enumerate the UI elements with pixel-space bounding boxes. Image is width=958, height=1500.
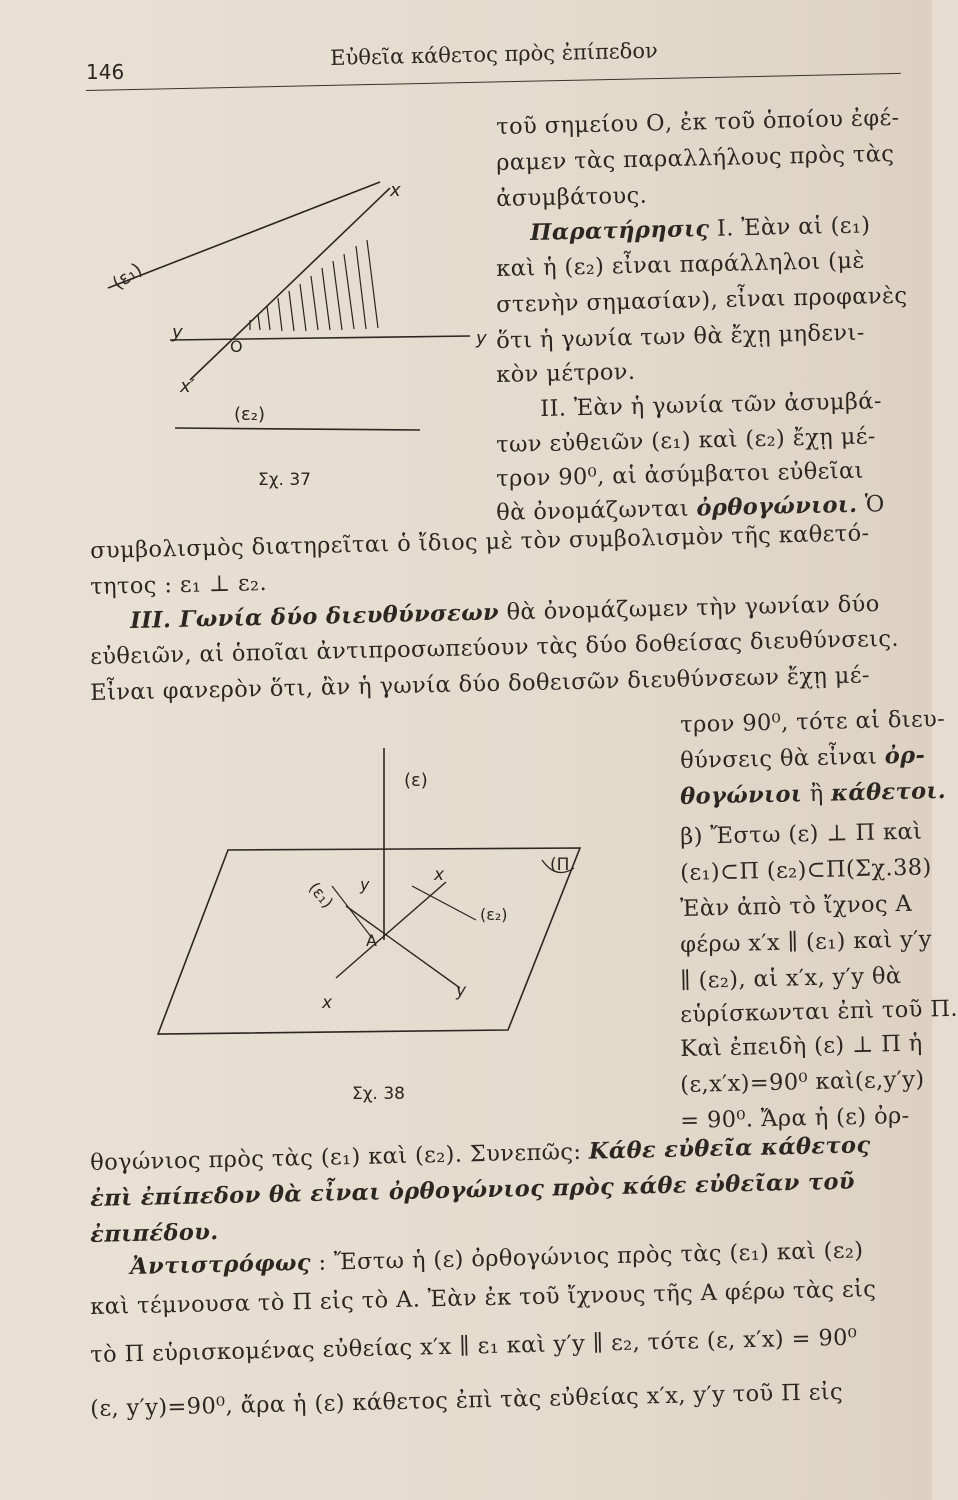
text-line-31: ἐπὶ ἐπίπεδον θὰ εἶναι ὀρθογώνιος πρὸς κάθε εὐθεῖαν τοῦ bbox=[89, 1168, 856, 1212]
text-line-33: Ἀντιστρόφως : Ἔστω ἡ (ε) ὀρθογώνιος πρὸς τὰς (ε₁) καὶ (ε₂) bbox=[129, 1237, 864, 1280]
text-line-36: (ε, y′y)=90⁰, ἄρα ἡ (ε) κάθετος ἐπὶ τὰς εὐθείας x′x, y′y τοῦ Π εἰς bbox=[89, 1378, 844, 1422]
text-line-30: θογώνιος πρὸς τὰς (ε₁) καὶ (ε₂). Συνεπῶς: Κάθε εὐθεῖα κάθετος bbox=[89, 1132, 871, 1176]
label-x-bottom: x bbox=[322, 993, 333, 1013]
label-e2: (ε₂) bbox=[480, 905, 508, 924]
label-e1: (ε₁) bbox=[304, 878, 338, 912]
label-o: O bbox=[230, 337, 243, 356]
label-y-right: y bbox=[476, 328, 487, 349]
label-pi: (Π bbox=[550, 855, 570, 875]
text-line-2: ραμεν τὰς παραλλήλους πρὸς τὰς bbox=[495, 140, 895, 176]
text-line-12: θὰ ὀνομάζωνται ὀρθογώνιοι. Ὁ bbox=[495, 491, 885, 526]
text-line-15: III. Γωνία δύο διευθύνσεων θὰ ὀνομάζωμεν τὴν γωνίαν δύο bbox=[129, 590, 880, 634]
page-number: 146 bbox=[86, 60, 125, 84]
text-line-23: Ἐὰν ἀπὸ τὸ ἴχνος Α bbox=[679, 890, 913, 922]
label-y-top: y bbox=[360, 875, 370, 894]
figure-37-caption: Σχ. 37 bbox=[258, 470, 312, 490]
text-line-4: Παρατήρησις I. Ἐὰν αἱ (ε₁) bbox=[529, 212, 871, 246]
figure-38 bbox=[150, 740, 610, 1040]
label-e1: (ε₁) bbox=[108, 259, 147, 295]
line-y-prime-y bbox=[346, 906, 460, 988]
text-line-24: φέρω x′x ∥ (ε₁) καὶ y′y bbox=[679, 926, 933, 958]
text-line-16: εὐθειῶν, αἱ ὁποῖαι ἀντιπροσωπεύουν τὰς δύο δοθείσας διευθύνσεις. bbox=[89, 625, 900, 670]
label-x-prime: x′ bbox=[180, 376, 195, 397]
line-x-prime-x bbox=[336, 882, 446, 978]
line-y-prime-y bbox=[170, 336, 470, 340]
text-line-13: συμβολισμὸς διατηρεῖται ὁ ἴδιος μὲ τὸν συμβολισμὸν τῆς καθετό- bbox=[89, 520, 870, 564]
text-line-9: II. Ἐὰν ἡ γωνία τῶν ἀσυμβά- bbox=[539, 388, 883, 422]
label-x-top: x bbox=[434, 865, 445, 885]
section-heading-angle: III. Γωνία δύο διευθύνσεων bbox=[129, 599, 500, 634]
figure-38-caption: Σχ. 38 bbox=[352, 1084, 406, 1104]
label-a: A bbox=[366, 931, 377, 950]
text-line-22: (ε₁)⊂Π (ε₂)⊂Π(Σχ.38) bbox=[679, 854, 932, 886]
angle-hatching bbox=[250, 240, 378, 331]
header-rule bbox=[86, 73, 901, 91]
text-line-5: καὶ ἡ (ε₂) εἶναι παράλληλοι (μὲ bbox=[495, 247, 866, 282]
label-x: x bbox=[390, 180, 401, 201]
text-line-19: θύνσεις θὰ εἶναι ὀρ- bbox=[679, 742, 926, 774]
line-e2 bbox=[175, 428, 420, 430]
text-line-28: (ε,x′x)=90⁰ καὶ(ε,y′y) bbox=[679, 1066, 925, 1098]
text-line-34: καὶ τέμνουσα τὸ Π εἰς τὸ Α. Ἐὰν ἐκ τοῦ ἴχνους τῆς Α φέρω τὰς εἰς bbox=[89, 1276, 877, 1320]
text-line-1: τοῦ σημείου Ο, ἐκ τοῦ ὁποίου ἐφέ- bbox=[495, 104, 900, 140]
remark-heading: Παρατήρησις bbox=[529, 215, 710, 246]
text-line-18: τρον 90⁰, τότε αἱ διευ- bbox=[679, 705, 946, 738]
text-line-11: τρον 90⁰, αἱ ἀσύμβατοι εὐθεῖαι bbox=[495, 457, 865, 492]
label-e: (ε) bbox=[404, 770, 428, 791]
text-line-6: στενὴν σημασίαν), εἶναι προφανὲς bbox=[495, 282, 908, 318]
label-e2: (ε₂) bbox=[234, 404, 265, 425]
text-line-26: εὑρίσκωνται ἐπὶ τοῦ Π. bbox=[679, 995, 958, 1028]
text-line-7: ὅτι ἡ γωνία των θὰ ἔχῃ μηδενι- bbox=[495, 319, 865, 354]
text-line-10: των εὐθειῶν (ε₁) καὶ (ε₂) ἔχῃ μέ- bbox=[495, 423, 877, 458]
text-line-25: ∥ (ε₂), αἱ x′x, y′y θὰ bbox=[679, 962, 902, 994]
label-y-bottom: y bbox=[456, 981, 467, 1001]
text-line-32: ἐπιπέδου. bbox=[89, 1219, 219, 1248]
text-line-21: β) Ἔστω (ε) ⊥ Π καὶ bbox=[679, 818, 923, 850]
line-e1 bbox=[108, 182, 380, 288]
figure-37 bbox=[100, 180, 500, 440]
converse-heading: Ἀντιστρόφως bbox=[129, 1249, 312, 1280]
label-y-left: y bbox=[172, 322, 183, 343]
text-line-14: τητος : ε₁ ⊥ ε₂. bbox=[89, 569, 268, 600]
text-line-35: τὸ Π εὑρισκομένας εὐθείας x′x ∥ ε₁ καὶ y′y ∥ ε₂, τότε (ε, x′x) = 90⁰ bbox=[89, 1324, 858, 1368]
text-line-20: θογώνιοι ἢ κάθετοι. bbox=[679, 777, 947, 810]
text-line-3: ἀσυμβάτους. bbox=[495, 182, 648, 212]
text-line-29: = 90⁰. Ἄρα ἡ (ε) ὀρ- bbox=[679, 1102, 910, 1134]
running-title: Εὐθεῖα κάθετος πρὸς ἐπίπεδον bbox=[330, 38, 658, 70]
text-line-8: κὸν μέτρον. bbox=[495, 358, 636, 388]
text-line-27: Καὶ ἐπειδὴ (ε) ⊥ Π ἡ bbox=[679, 1030, 923, 1062]
text-line-17: Εἶναι φανερὸν ὅτι, ἂν ἡ γωνία δύο δοθεισῶν διευθύνσεων ἔχῃ μέ- bbox=[89, 662, 871, 706]
